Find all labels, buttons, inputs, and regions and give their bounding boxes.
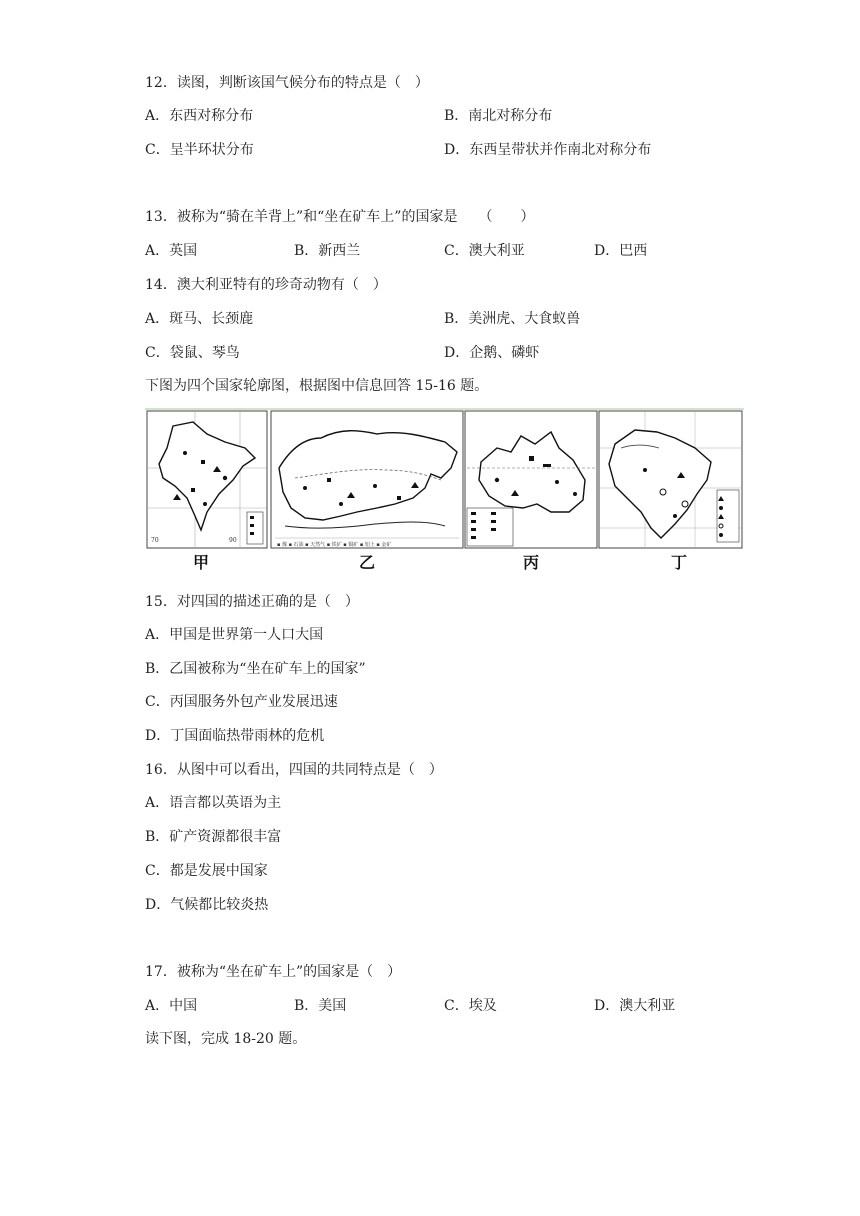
q13-option-c[interactable]: C．澳大利亚 [444, 243, 525, 259]
map-panel-yi [271, 411, 463, 548]
svg-text:▪ 煤 ▪ 石油 ▪ 天然气 ▪ 铁矿 ▪ 铜矿 ▪ 铝土: ▪ 煤 ▪ 石油 ▪ 天然气 ▪ 铁矿 ▪ 铜矿 ▪ 铝土 ▪ 金矿 [277, 542, 392, 548]
q13-option-d[interactable]: D．巴西 [594, 243, 648, 259]
q16-option-c[interactable]: C．都是发展中国家 [145, 863, 268, 879]
question-15-stem: 15．对四国的描述正确的是（ ） [145, 594, 359, 610]
map-label-jia: 甲 [193, 553, 210, 572]
intro-18-20: 读下图，完成 18-20 题。 [145, 1031, 307, 1047]
q16-option-d[interactable]: D．气候都比较炎热 [145, 897, 269, 913]
q16-option-b[interactable]: B．矿产资源都很丰富 [145, 829, 282, 845]
q15-option-d[interactable]: D．丁国面临热带雨林的危机 [145, 728, 325, 744]
q14-option-b[interactable]: B．美洲虎、大食蚁兽 [444, 311, 581, 327]
svg-text:70: 70 [151, 537, 159, 544]
q16-option-a[interactable]: A．语言都以英语为主 [145, 795, 282, 811]
question-17-stem: 17．被称为“坐在矿车上”的国家是（ ） [145, 964, 402, 980]
q15-option-c[interactable]: C．丙国服务外包产业发展迅速 [145, 694, 338, 710]
question-12-stem: 12．读图，判断该国气候分布的特点是（ ） [145, 75, 429, 91]
q12-option-a[interactable]: A．东西对称分布 [145, 108, 254, 124]
q12-option-c[interactable]: C．呈半环状分布 [145, 142, 254, 158]
q14-option-c[interactable]: C．袋鼠、琴鸟 [145, 345, 240, 361]
q12-option-d[interactable]: D．东西呈带状并作南北对称分布 [444, 142, 652, 158]
map-label-bing: 丙 [523, 553, 540, 572]
question-13-stem: 13．被称为“骑在羊背上”和“坐在矿车上”的国家是 （ ） [145, 209, 535, 225]
q13-option-a[interactable]: A．英国 [145, 243, 198, 259]
q14-option-a[interactable]: A．斑马、长颈鹿 [145, 311, 254, 327]
map-label-ding: 丁 [671, 553, 688, 572]
map-panel-bing [465, 411, 597, 548]
q17-option-b[interactable]: B．美国 [294, 998, 347, 1014]
q14-option-d[interactable]: D．企鹅、磷虾 [444, 345, 540, 361]
q13-option-b[interactable]: B．新西兰 [294, 243, 361, 259]
country-outline-maps-figure [145, 408, 744, 574]
q15-option-a[interactable]: A．甲国是世界第一人口大国 [145, 627, 324, 643]
question-14-stem: 14．澳大利亚特有的珍奇动物有（ ） [145, 277, 387, 293]
intro-15-16: 下图为四个国家轮廓图，根据图中信息回答 15-16 题。 [145, 378, 489, 394]
q17-option-a[interactable]: A．中国 [145, 998, 198, 1014]
map-panel-jia [147, 411, 267, 548]
map-label-yi: 乙 [359, 553, 376, 572]
q12-option-b[interactable]: B．南北对称分布 [444, 108, 553, 124]
q17-option-c[interactable]: C．埃及 [444, 998, 497, 1014]
q15-option-b[interactable]: B．乙国被称为“坐在矿车上的国家” [145, 661, 366, 677]
question-16-stem: 16．从图中可以看出，四国的共同特点是（ ） [145, 762, 443, 778]
q17-option-d[interactable]: D．澳大利亚 [594, 998, 676, 1014]
map-panel-ding [599, 411, 742, 548]
svg-text:90: 90 [229, 537, 237, 544]
